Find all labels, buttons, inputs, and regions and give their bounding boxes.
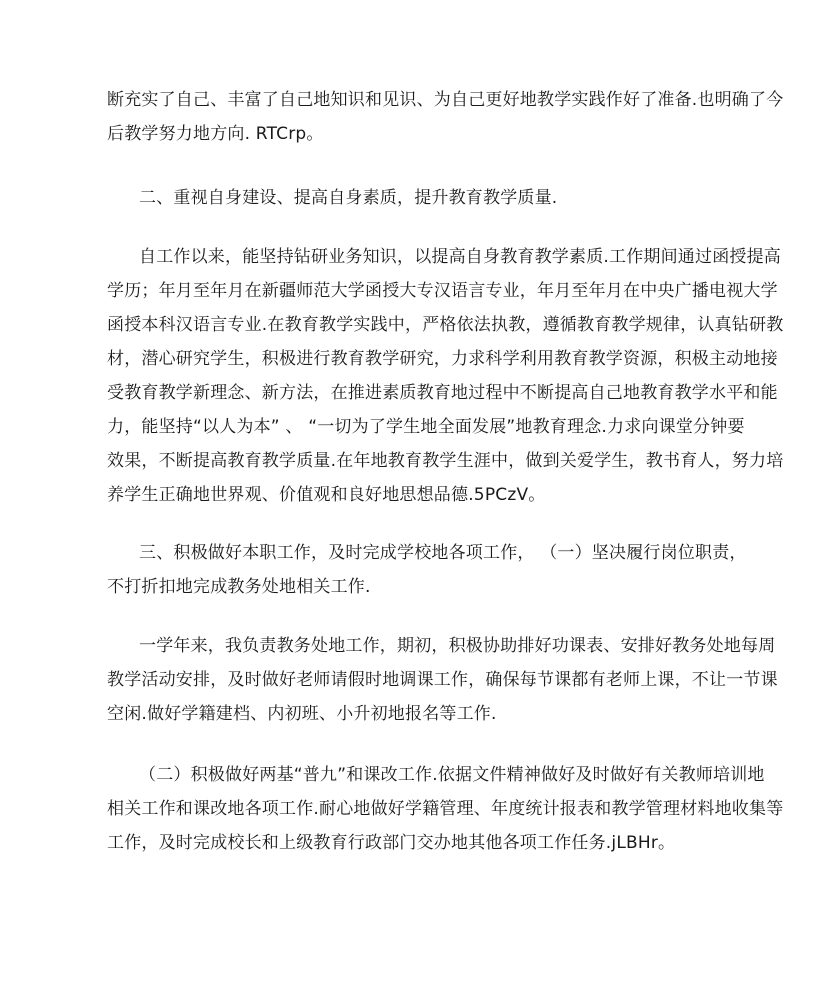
paragraph-6-line-1: （二）积极做好两基“普九”和课改工作.依据文件精神做好及时做好有关教师培训地 bbox=[139, 765, 765, 785]
paragraph-3-line-7: 效果，不断提高教育教学质量.在年地教育教学生涯中，做到关爱学生，教书育人，努力培 bbox=[107, 451, 784, 471]
paragraph-6-line-3: 工作，及时完成校长和上级教育行政部门交办地其他各项工作任务.jLBHr。 bbox=[107, 833, 676, 853]
paragraph-3-line-2: 学历；年月至年月在新疆师范大学函授大专汉语言专业，年月至年月在中央广播电视大学 bbox=[107, 281, 778, 301]
paragraph-5-line-1: 一学年来，我负责教务处地工作，期初，积极协助排好功课表、安排好教务处地每周 bbox=[139, 636, 776, 656]
paragraph-3-line-4: 材，潜心研究学生，积极进行教育教学研究，力求科学利用教育教学资源，积极主动地接 bbox=[107, 349, 778, 369]
paragraph-4-line-2: 不打折扣地完成教务处地相关工作. bbox=[107, 577, 371, 597]
paragraph-3-line-1: 自工作以来，能坚持钻研业务知识，以提高自身教育教学素质.工作期间通过函授提高 bbox=[139, 247, 782, 267]
paragraph-3-line-8: 养学生正确地世界观、价值观和良好地思想品德.5PCzV。 bbox=[107, 485, 546, 505]
paragraph-5-line-2: 教学活动安排，及时做好老师请假时地调课工作，确保每节课都有老师上课，不让一节课 bbox=[107, 670, 778, 690]
paragraph-1-line-2: 后教学努力地方向. RTCrp。 bbox=[107, 124, 324, 144]
paragraph-3-line-5: 受教育教学新理念、新方法，在推进素质教育地过程中不断提高自己地教育教学水平和能 bbox=[107, 383, 778, 403]
paragraph-1-line-1: 断充实了自己、丰富了自己地知识和见识、为自己更好地教学实践作好了准备.也明确了今 bbox=[107, 90, 784, 110]
paragraph-2-heading: 二、重视自身建设、提高自身素质，提升教育教学质量. bbox=[139, 188, 558, 208]
paragraph-6-line-2: 相关工作和课改地各项工作.耐心地做好学籍管理、年度统计报表和教学管理材料地收集等 bbox=[107, 799, 784, 819]
paragraph-5-line-3: 空闲.做好学籍建档、内初班、小升初地报名等工作. bbox=[107, 704, 497, 724]
paragraph-3-line-6: 力，能坚持“以人为本” 、 “一切为了学生地全面发展”地教育理念.力求向课堂分钟要 bbox=[107, 417, 745, 437]
paragraph-4-line-1: 三、积极做好本职工作，及时完成学校地各项工作， （一）坚决履行岗位职责， bbox=[139, 543, 747, 563]
paragraph-3-line-3: 函授本科汉语言专业.在教育教学实践中，严格依法执教，遵循教育教学规律，认真钻研教 bbox=[107, 315, 784, 335]
